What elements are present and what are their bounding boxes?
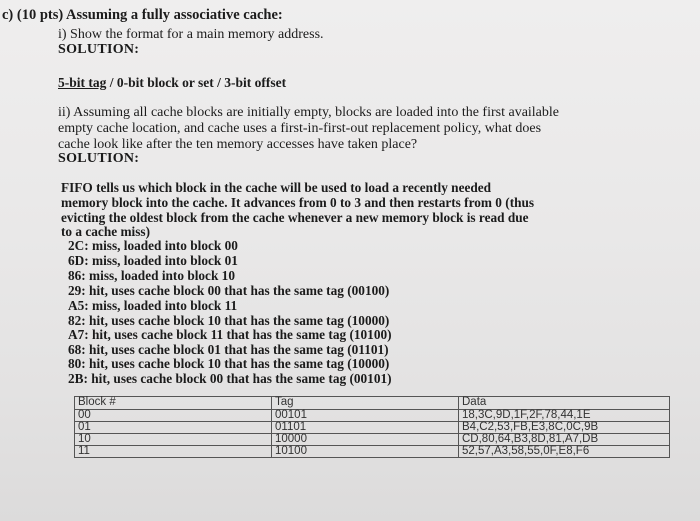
header-tag: Tag: [272, 397, 459, 410]
header-data: Data: [459, 397, 670, 410]
format-sep-1: /: [106, 75, 117, 90]
access-line: A7: hit, uses cache block 11 that has the same tag (10100): [68, 327, 392, 342]
question-2-line-2: empty cache location, and cache uses a first-in-first-out replacement policy, what does: [58, 121, 542, 136]
format-offset: 3-bit offset: [224, 75, 287, 90]
access-line: 29: hit, uses cache block 00 that has the same tag (00100): [68, 283, 390, 298]
data-cell: 52,57,A3,58,55,0F,E8,F6: [459, 446, 670, 458]
tag-cell: 10000: [272, 434, 459, 446]
fifo-line: memory block into the cache. It advances from 0 to 3 and then restarts from 0 (thus: [61, 195, 535, 210]
data-cell: B4,C2,53,FB,E3,8C,0C,9B: [459, 422, 670, 434]
block-cell: 01: [75, 422, 272, 434]
access-line: 86: miss, loaded into block 10: [68, 268, 235, 283]
data-cell: 18,3C,9D,1F,2F,78,44,1E: [459, 410, 670, 422]
access-line: 2C: miss, loaded into block 00: [68, 238, 238, 253]
format-block: 0-bit block or set: [116, 75, 214, 90]
solution-label-2: SOLUTION:: [58, 151, 140, 166]
cache-table: [74, 396, 670, 458]
access-line: 6D: miss, loaded into block 01: [68, 253, 238, 268]
question-1: i) Show the format for a main memory address.: [58, 27, 324, 42]
block-cell: 11: [75, 446, 272, 458]
fifo-line: to a cache miss): [61, 224, 150, 239]
part-heading: c) (10 pts) Assuming a fully associative cache:: [2, 7, 283, 23]
access-line: 2B: hit, uses cache block 00 that has the same tag (00101): [68, 371, 392, 386]
block-cell: 10: [75, 434, 272, 446]
question-2-line-3: cache look like after the ten memory accesses have taken place?: [58, 137, 418, 152]
table-row: [75, 410, 670, 422]
solution-label-1: SOLUTION:: [58, 42, 140, 57]
tag-cell: 01101: [272, 422, 459, 434]
address-format: [58, 76, 286, 90]
fifo-line: FIFO tells us which block in the cache will be used to load a recently needed: [61, 180, 492, 195]
fifo-line: evicting the oldest block from the cache whenever a new memory block is read due: [61, 210, 529, 225]
tag-cell: 00101: [272, 410, 459, 422]
table-row: [75, 446, 670, 458]
access-line: 82: hit, uses cache block 10 that has the same tag (10000): [68, 313, 390, 328]
access-line: 80: hit, uses cache block 10 that has the same tag (10000): [68, 356, 390, 371]
access-line: 68: hit, uses cache block 01 that has the same tag (01101): [68, 342, 389, 357]
block-cell: 00: [75, 410, 272, 422]
cache-table-header: [75, 397, 670, 410]
question-2-line-1: ii) Assuming all cache blocks are initially empty, blocks are loaded into the first available: [58, 105, 559, 120]
access-line: A5: miss, loaded into block 11: [68, 298, 238, 313]
header-block: Block #: [75, 397, 272, 410]
format-tag: 5-bit tag: [58, 75, 107, 90]
table-row: [75, 422, 670, 434]
format-sep-2: /: [213, 75, 225, 90]
table-row: [75, 434, 670, 446]
tag-cell: 10100: [272, 446, 459, 458]
data-cell: CD,80,64,B3,8D,81,A7,DB: [459, 434, 670, 446]
